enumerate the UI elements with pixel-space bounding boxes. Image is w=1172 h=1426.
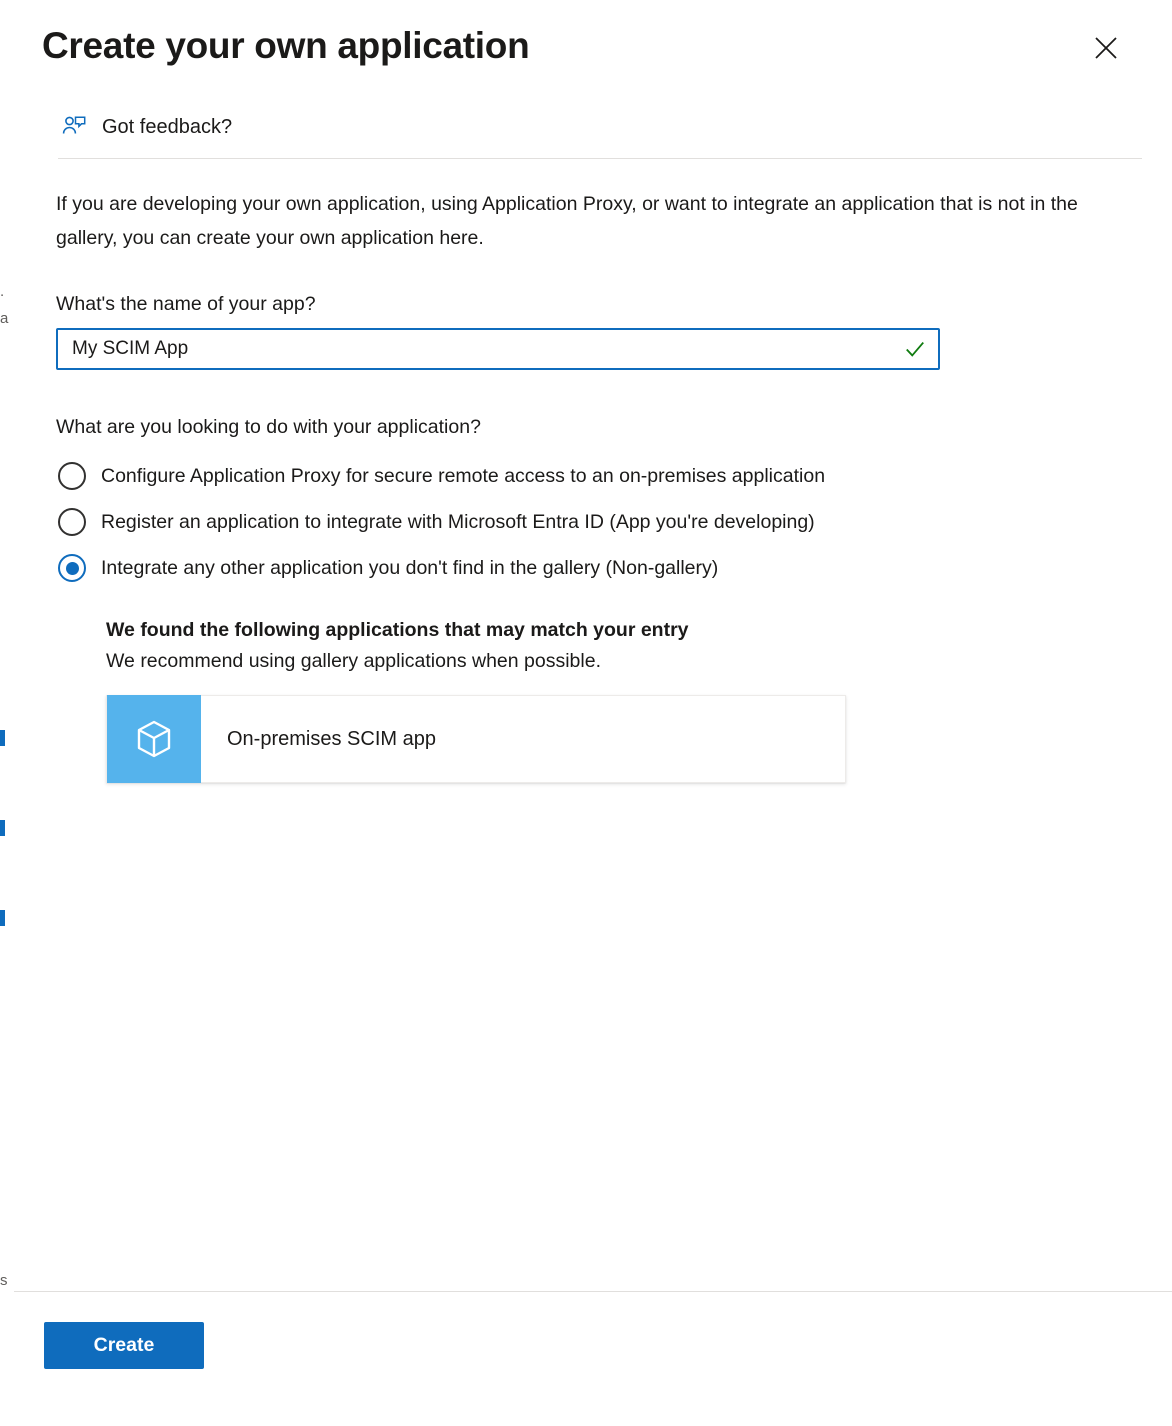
intro-text: If you are developing your own application, using Application Proxy, or want to integrate an application that is not in the gallery, you can create your own application here.	[56, 193, 1078, 249]
radio-option-label: Integrate any other application you don't find in the gallery (Non-gallery)	[101, 556, 719, 579]
suggestions-subtitle: We recommend using gallery applications when possible.	[106, 650, 601, 672]
edge-text-artifact: s	[0, 1272, 8, 1289]
edge-accent-bar	[0, 820, 5, 836]
create-button[interactable]: Create	[44, 1322, 204, 1369]
edge-text-artifact: a	[0, 310, 9, 327]
close-icon-glyph	[1093, 35, 1119, 61]
create-application-dialog	[14, 0, 1172, 1426]
radio-option-label: Register an application to integrate with Microsoft Entra ID (App you're developing)	[101, 510, 815, 533]
app-name-label: What's the name of your app?	[56, 293, 316, 315]
dialog-footer	[14, 1291, 1172, 1426]
radio-option-label: Configure Application Proxy for secure remote access to an on-premises application	[101, 464, 826, 487]
edge-accent-bar	[0, 910, 5, 926]
matching-applications-section	[106, 619, 1132, 783]
close-icon[interactable]	[1086, 28, 1126, 68]
edge-accent-bar	[0, 730, 5, 746]
app-name-input[interactable]	[56, 328, 940, 370]
page-title: Create your own application	[42, 25, 530, 66]
radio-indicator	[58, 508, 86, 536]
dialog-body	[14, 159, 1172, 1291]
purpose-radio-group	[58, 453, 1132, 591]
radio-option-non-gallery[interactable]	[58, 545, 1132, 591]
suggestions-title: We found the following applications that may match your entry	[106, 619, 689, 641]
radio-option-register-app[interactable]	[58, 499, 1132, 545]
suggested-app-name: On-premises SCIM app	[227, 727, 436, 750]
radio-indicator-selected	[58, 554, 86, 582]
purpose-question-label: What are you looking to do with your application?	[56, 416, 481, 438]
suggested-app-card[interactable]	[106, 695, 846, 783]
cube-app-icon	[107, 695, 201, 783]
dialog-header	[14, 0, 1172, 96]
feedback-link[interactable]	[14, 96, 1172, 158]
checkmark-icon	[904, 338, 926, 360]
page-edge-artifacts	[0, 0, 14, 1426]
feedback-label[interactable]: Got feedback?	[102, 115, 233, 138]
feedback-person-icon	[60, 113, 88, 141]
edge-text-artifact: .	[0, 283, 5, 300]
radio-indicator	[58, 462, 86, 490]
app-name-field-wrap	[56, 328, 940, 370]
radio-option-app-proxy[interactable]	[58, 453, 1132, 499]
